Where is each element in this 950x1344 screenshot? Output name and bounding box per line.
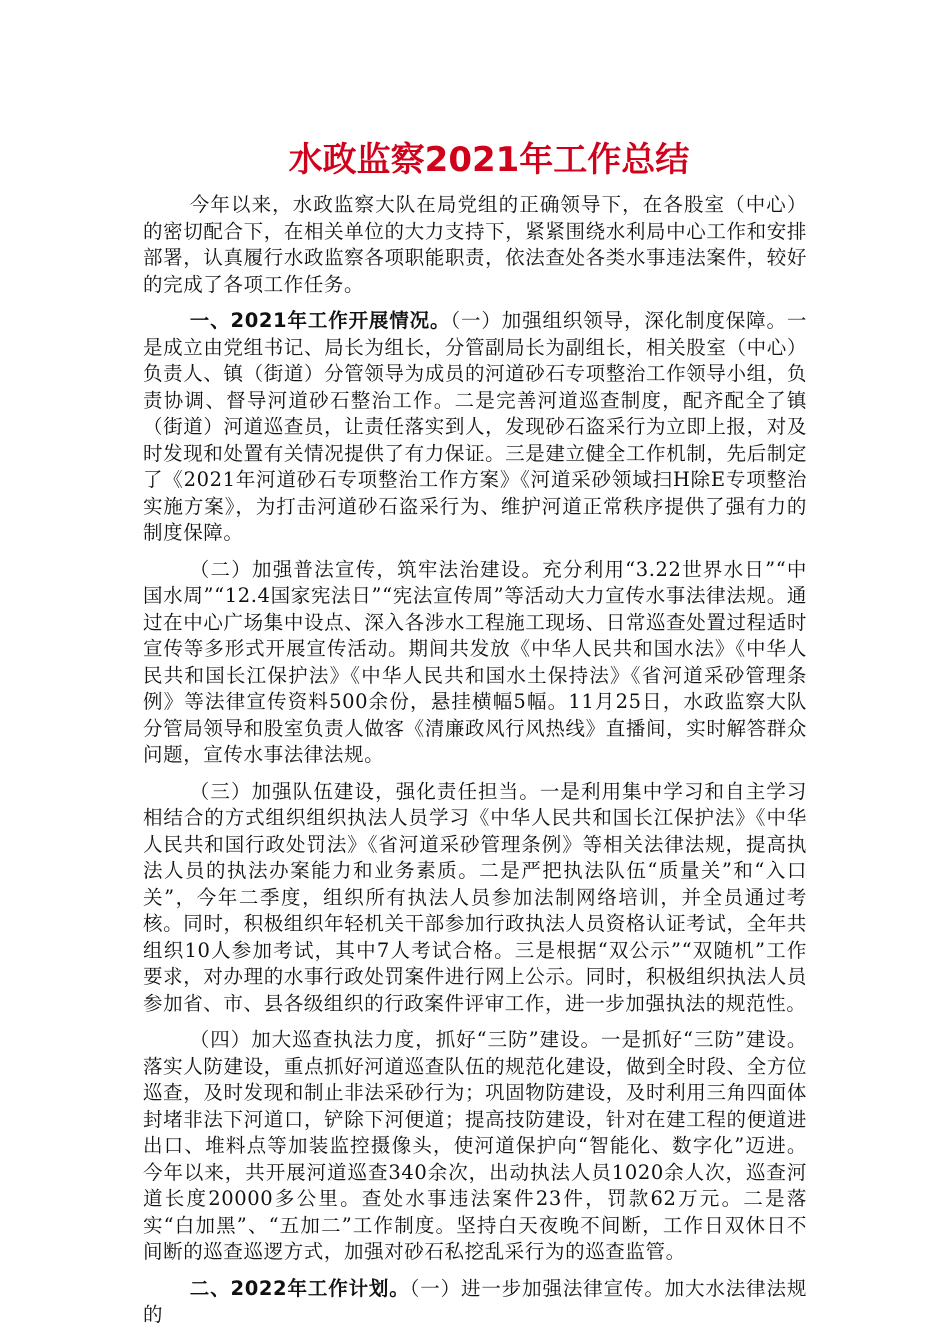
paragraph-2: （二）加强普法宣传，筑牢法治建设。充分利用“3.22世界水日”“中国水周”“12.4国家宪法日”“宪法宣传周”等活动大力宣传水事法律法规。通过在中心广场集中设点、深入各涉水工程施工现场、日常巡查处置过程适时宣传等多形式开展宣传活动。期间共发放《中华人民共和国水法》《中华人民共和国长江保护法》《中华人民共和国水土保持法》《省河道采砂管理条例》等法律宣传资料500余份，悬挂横幅5幅。11月25日，水政监察大队分管局领导和股室负责人做客《清廉政风行风热线》直播间，实时解答群众问题，宣传水事法律法规。 xyxy=(143,557,807,766)
intro-paragraph: 今年以来，水政监察大队在局党组的正确领导下，在各股室（中心）的密切配合下，在相关单位的大力支持下，紧紧围绕水利局中心工作和安排部署，认真履行水政监察各项职能职责，依法查处各类水事违法案件，较好的完成了各项工作任务。 xyxy=(143,193,807,296)
section-2-heading: 二、2022年工作计划。 xyxy=(189,1276,410,1300)
section-2-paragraph xyxy=(143,1276,807,1329)
paragraph-4: （四）加大巡查执法力度，抓好“三防”建设。一是抓好“三防”建设。落实人防建设，重点抓好河道巡查队伍的规范化建设，做到全时段、全方位巡查，及时发现和制止非法采砂行为；巩固物防建设，及时利用三角四面体封堵非法下河道口，铲除下河便道；提高技防建设，针对在建工程的便道进出口、堆料点等加装监控摄像头，使河道保护向“智能化、数字化”迈进。今年以来，共开展河道巡查340余次，出动执法人员1020余人次，巡查河道长度20000多公里。查处水事违法案件23件，罚款62万元。二是落实“白加黑”、“五加二”工作制度。坚持白天夜晚不间断，工作日双休日不间断的巡查巡逻方式，加强对砂石私挖乱采行为的巡查监管。 xyxy=(143,1028,807,1263)
paragraph-3: （三）加强队伍建设，强化责任担当。一是利用集中学习和自主学习相结合的方式组织组织执法人员学习《中华人民共和国长江保护法》《中华人民共和国行政处罚法》《省河道采砂管理条例》等相关法律法规，提高执法人员的执法办案能力和业务素质。二是严把执法队伍“质量关”和“入口关”，今年二季度，组织所有执法人员参加法制网络培训，并全员通过考核。同时，积极组织年轻机关干部参加行政执法人员资格认证考试，全年共组织10人参加考试，其中7人考试合格。三是根据“双公示”“双随机”工作要求，对办理的水事行政处罚案件进行网上公示。同时，积极组织执法人员参加省、市、县各级组织的行政案件评审工作，进一步加强执法的规范性。 xyxy=(143,779,807,1015)
document-page xyxy=(143,138,807,1339)
section-1-paragraph xyxy=(143,308,807,547)
section-1-text: （一）加强组织领导，深化制度保障。一是成立由党组书记、局长为组长，分管副局长为副组长，相关股室（中心）负责人、镇（街道）分管领导为成员的河道砂石专项整治工作领导小组，负责协调、督导河道砂石整治工作。二是完善河道巡查制度，配齐配全了镇（街道）河道巡查员，让责任落实到人，发现砂石盗采行为立即上报，对及时发现和处置有关情况提供了有力保证。三是建立健全工作机制，先后制定了《2021年河道砂石专项整治工作方案》《河道采砂领域扫H除E专项整治实施方案》，为打击河道砂石盗采行为、维护河道正常秩序提供了强有力的制度保障。 xyxy=(143,309,807,544)
document-title: 水政监察2021年工作总结 xyxy=(288,140,690,180)
section-1-heading: 一、2021年工作开展情况。 xyxy=(189,309,451,332)
section-2-text: （一）进一步加强法律宣传。加大水法律法规的 xyxy=(143,1276,807,1326)
